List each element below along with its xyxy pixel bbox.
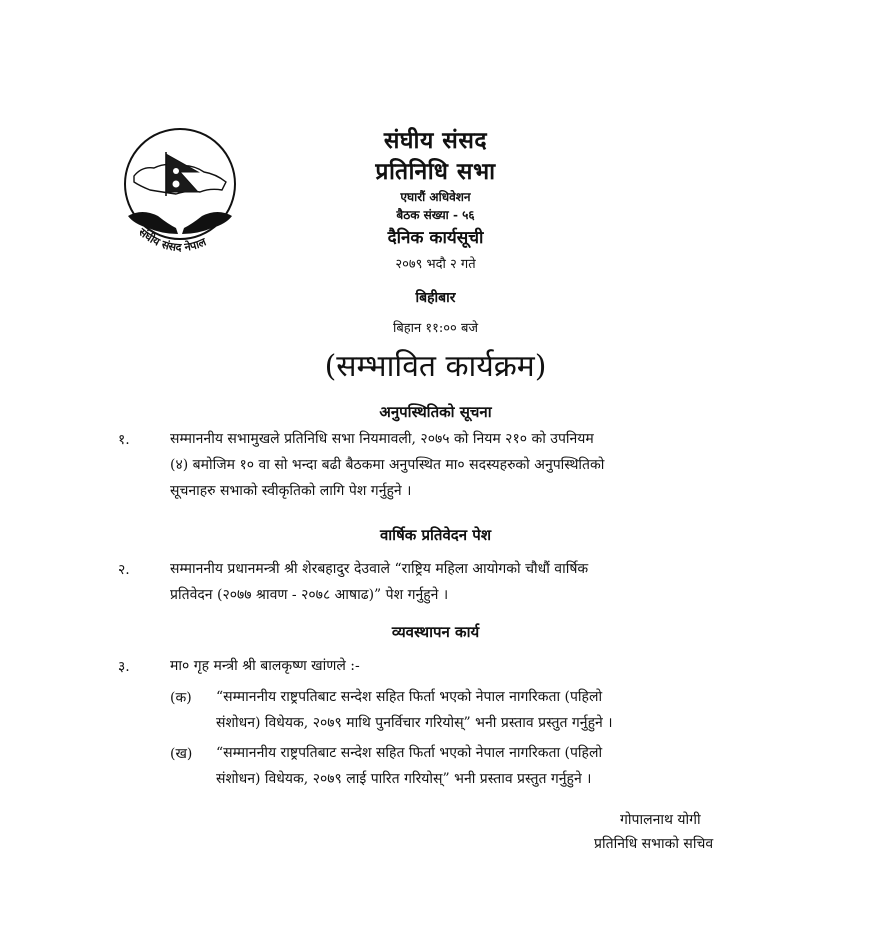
sub-item-label: (ख)	[170, 746, 193, 762]
paragraph-line: सूचनाहरु सभाको स्वीकृतिको लागि पेश गर्नुहुने ।	[170, 483, 412, 499]
agenda-day: बिहीबार	[415, 290, 456, 306]
item-intro: मा० गृह मन्त्री श्री बालकृष्ण खांणले :-	[170, 658, 360, 674]
paragraph-line: प्रतिवेदन (२०७७ श्रावण - २०७८ आषाढ)” पेश गर्नुहुने ।	[170, 587, 449, 603]
paragraph-line: (४) बमोजिम १० वा सो भन्दा बढी बैठकमा अनुपस्थित मा० सदस्यहरुको अनुपस्थितिको	[170, 457, 605, 473]
paragraph-line: “सम्माननीय राष्ट्रपतिबाट सन्देश सहित फिर्ता भएको नेपाल नागरिकता (पहिलो	[216, 745, 603, 761]
paragraph-line: संशोधन) विधेयक, २०७९ माथि पुनर्विचार गरियोस्” भनी प्रस्ताव प्रस्तुत गर्नुहुने ।	[216, 715, 613, 731]
agenda-title: दैनिक कार्यसूची	[387, 228, 484, 248]
item-paragraph	[170, 556, 770, 608]
paragraph-line: “सम्माननीय राष्ट्रपतिबाट सन्देश सहित फिर्ता भएको नेपाल नागरिकता (पहिलो	[216, 689, 603, 705]
sub-item-paragraph	[216, 740, 771, 792]
agenda-time: बिहान ११:०० बजे	[392, 321, 479, 336]
section-heading-legislative-business: व्यवस्थापन कार्य	[391, 623, 480, 641]
sub-item-label: (क)	[170, 690, 192, 706]
paragraph-line: संशोधन) विधेयक, २०७९ लाई पारित गरियोस्” भनी प्रस्ताव प्रस्तुत गर्नुहुने ।	[216, 771, 592, 787]
header-title-house: प्रतिनिधि सभा	[375, 158, 496, 185]
section-heading-annual-report: वार्षिक प्रतिवेदन पेश	[379, 526, 492, 544]
signatory-designation: प्रतिनिधि सभाको सचिव	[594, 836, 714, 852]
sub-item-paragraph	[216, 684, 771, 736]
paragraph-line: सम्माननीय प्रधानमन्त्री श्री शेरबहादुर देउवाले “राष्ट्रिय महिला आयोगको चौधौं वार्षिक	[170, 561, 589, 577]
agenda-date: २०७९ भदौ २ गते	[395, 257, 476, 272]
paragraph-line: सम्माननीय सभामुखले प्रतिनिधि सभा नियमावली, २०७५ को नियम २१० को उपनियम	[170, 431, 594, 447]
section-heading-absence-notice: अनुपस्थितिको सूचना	[379, 403, 492, 421]
item-paragraph	[170, 426, 770, 504]
item-number: २.	[118, 562, 130, 578]
meeting-number: बैठक संख्या - ५६	[396, 208, 475, 222]
item-number: १.	[118, 432, 130, 448]
session-label: एघारौं अधिवेशन	[400, 190, 471, 204]
signatory-name: गोपालनाथ योगी	[620, 812, 701, 828]
header-title-parliament: संघीय संसद	[383, 127, 488, 154]
program-title: (सम्भावित कार्यक्रम)	[324, 349, 547, 384]
emblem-caption: संघीय संसद नेपाल	[136, 225, 208, 255]
item-number: ३.	[118, 659, 130, 675]
